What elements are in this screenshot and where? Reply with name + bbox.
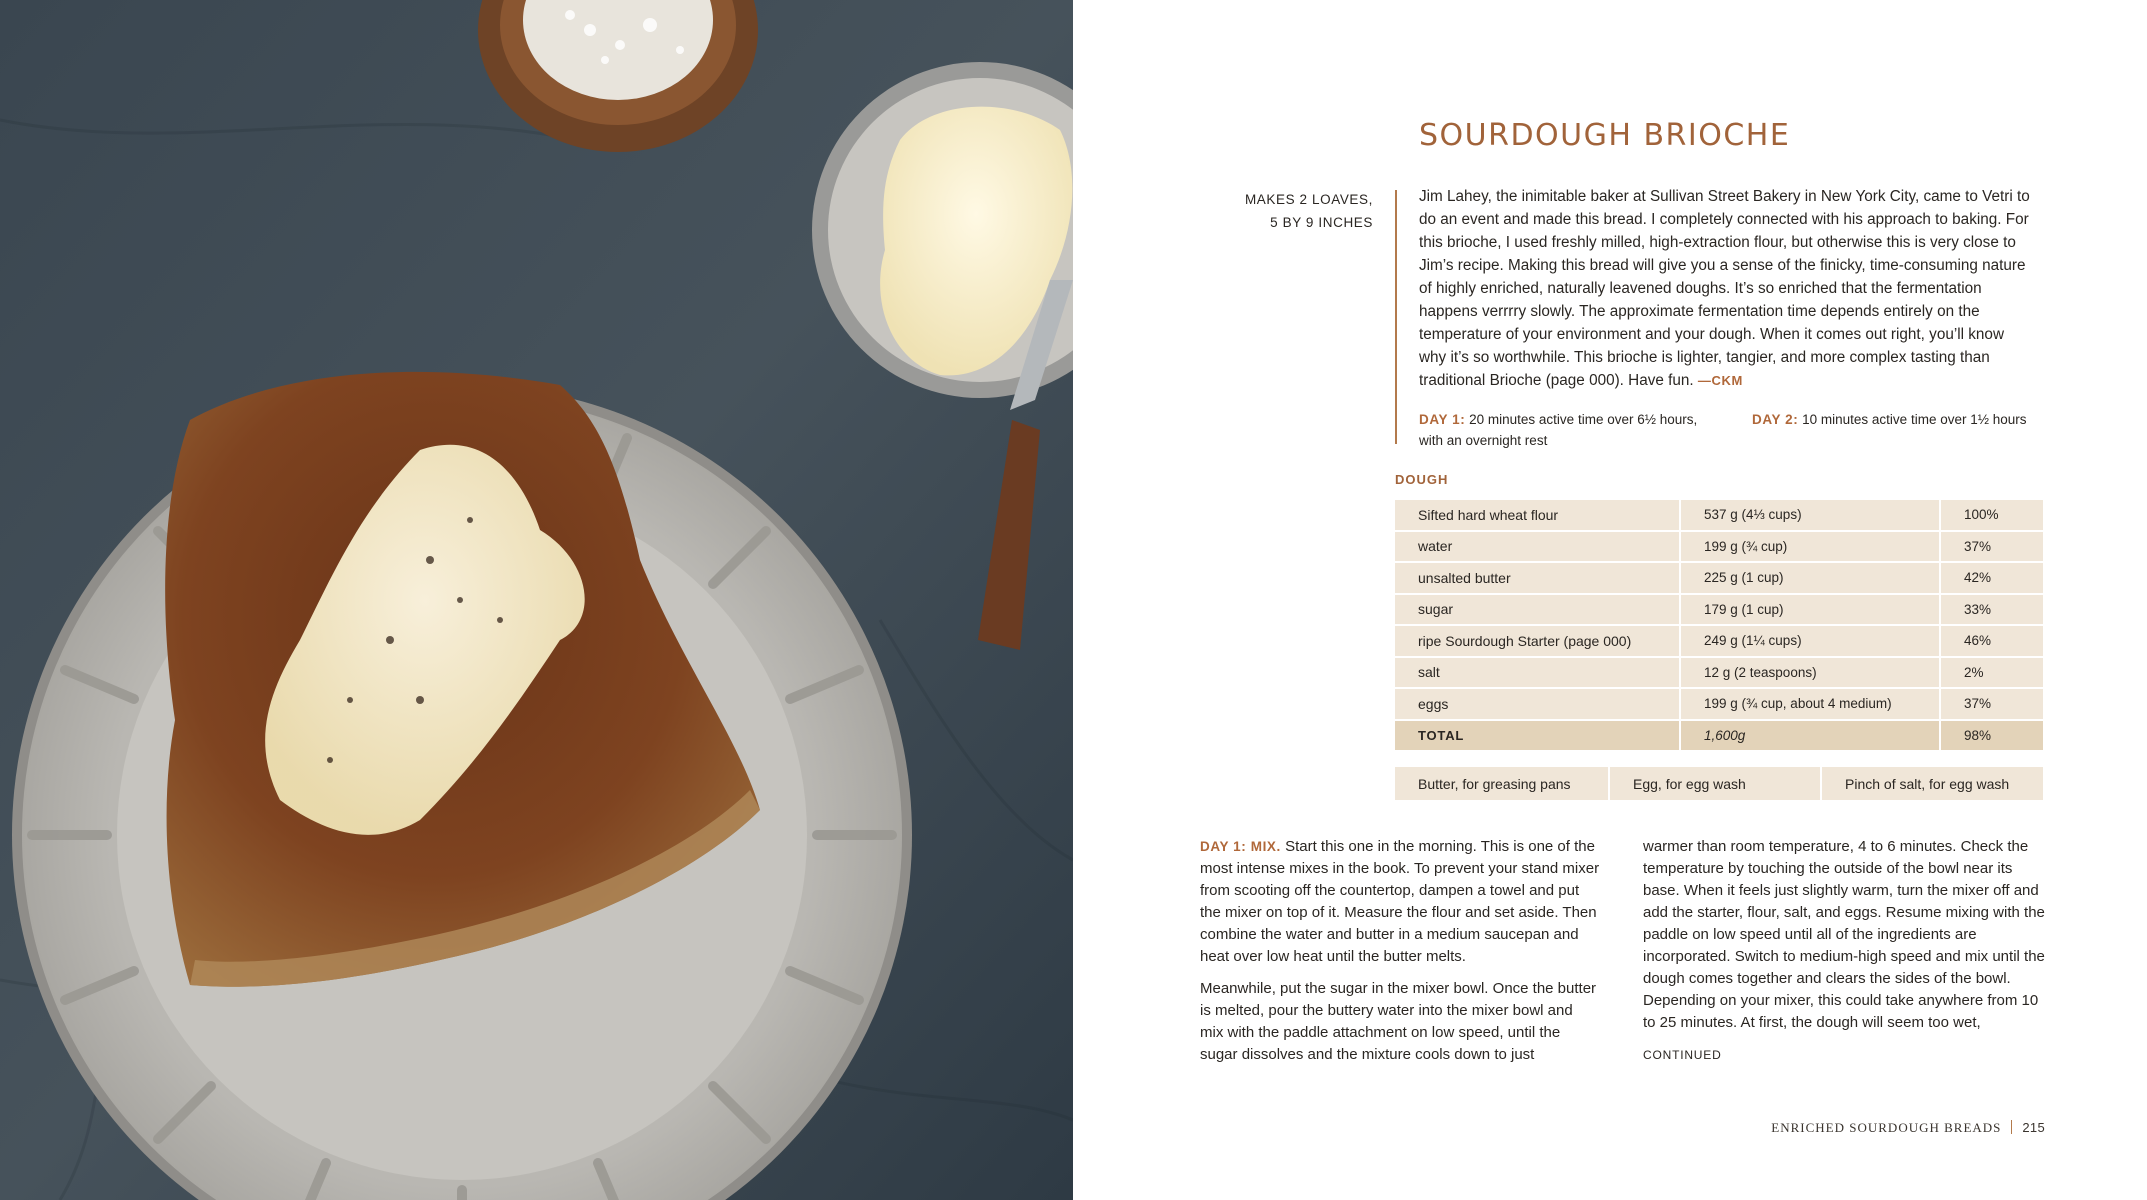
- table-row: [1395, 626, 2043, 658]
- ingredient-amount: 199 g (¾ cup, about 4 medium): [1681, 689, 1941, 721]
- recipe-title: SOURDOUGH BRIOCHE: [1419, 118, 1791, 153]
- ingredient-name: salt: [1395, 658, 1681, 690]
- ingredient-percent: 100%: [1941, 500, 2043, 532]
- method-column-right: [1643, 836, 2048, 1066]
- total-percent: 98%: [1941, 721, 2043, 753]
- intro-initials: —CKM: [1697, 373, 1743, 388]
- running-head: ENRICHED SOURDOUGH BREADS: [1771, 1120, 2002, 1135]
- method-paragraph: Meanwhile, put the sugar in the mixer bowl. Once the butter is melted, pour the buttery water into the mixer bowl and mix with the paddle attachment on low speed, until the sugar dissolves and the mixture cools down to just: [1200, 980, 1597, 1063]
- table-row: [1395, 595, 2043, 627]
- ingredient-percent: 42%: [1941, 563, 2043, 595]
- ingredient-percent: 33%: [1941, 595, 2043, 627]
- ingredients-table: [1395, 500, 2043, 752]
- ingredient-name: sugar: [1395, 595, 1681, 627]
- total-row: [1395, 721, 2043, 753]
- day2-timing: [1752, 409, 2062, 430]
- yield-line-1: MAKES 2 LOAVES,: [1244, 192, 1373, 207]
- continued-label: CONTINUED: [1643, 1048, 1722, 1062]
- method-paragraph: warmer than room temperature, 4 to 6 minutes. Check the temperature by touching the outside of the bowl near its base. When it feels just slightly warm, turn the mixer off and add the starter, flour, salt, and eggs. Resume mixing with the paddle on low speed until all of the ingredients are incorporated. Switch to medium-high speed and mix until the dough comes together and clears the sides of the bowl. Depending on your mixer, this could take anywhere from 10 to 25 minutes. At first, the dough will seem too wet,: [1643, 838, 2045, 1031]
- extra-ingredient: Pinch of salt, for egg wash: [1822, 767, 2043, 800]
- ingredient-name: water: [1395, 532, 1681, 564]
- dough-heading: DOUGH: [1395, 472, 1449, 487]
- ingredient-name: Sifted hard wheat flour: [1395, 500, 1681, 532]
- ingredient-name: ripe Sourdough Starter (page 000): [1395, 626, 1681, 658]
- ingredient-amount: 199 g (¾ cup): [1681, 532, 1941, 564]
- day2-label: DAY 2:: [1752, 412, 1799, 427]
- table-row: [1395, 532, 2043, 564]
- day1-timing: [1419, 409, 1719, 451]
- recipe-intro: [1419, 185, 2034, 392]
- ingredient-percent: 37%: [1941, 689, 2043, 721]
- table-row: [1395, 500, 2043, 532]
- day2-text: 10 minutes active time over 1½ hours: [1802, 412, 2027, 427]
- ingredient-amount: 537 g (4⅓ cups): [1681, 500, 1941, 532]
- ingredient-name: unsalted butter: [1395, 563, 1681, 595]
- intro-text: Jim Lahey, the inimitable baker at Sullivan Street Bakery in New York City, came to Vetri to do an event and made this bread. I completely connected with his approach to baking. For this brioche, I used freshly milled, high-extraction flour, but otherwise this is very close to Jim’s recipe. Making this bread will give you a sense of the finicky, time-consuming nature of highly enriched, naturally leavened doughs. It’s so enriched that the fermentation happens verrrry slowly. The approximate fermentation time depends entirely on the temperature of your environment and your dough. When it comes out right, you’ll know why it’s so worthwhile. This brioche is lighter, tangier, and more complex tasting than traditional Brioche (page 000). Have fun.: [1419, 188, 2030, 389]
- ingredient-amount: 179 g (1 cup): [1681, 595, 1941, 627]
- ingredient-amount: 12 g (2 teaspoons): [1681, 658, 1941, 690]
- extra-ingredient: Egg, for egg wash: [1610, 767, 1822, 800]
- food-photo: [0, 0, 1073, 1200]
- intro-divider: [1395, 190, 1397, 444]
- method-label: DAY 1: MIX.: [1200, 839, 1281, 854]
- extra-ingredient: Butter, for greasing pans: [1395, 767, 1610, 800]
- ingredient-amount: 249 g (1¼ cups): [1681, 626, 1941, 658]
- ingredient-percent: 2%: [1941, 658, 2043, 690]
- ingredient-percent: 46%: [1941, 626, 2043, 658]
- page-number: 215: [2022, 1120, 2045, 1135]
- table-row: [1395, 658, 2043, 690]
- table-row: [1395, 689, 2043, 721]
- ingredient-name: eggs: [1395, 689, 1681, 721]
- ingredient-amount: 225 g (1 cup): [1681, 563, 1941, 595]
- recipe-yield: [1200, 188, 1373, 234]
- method-column-left: [1200, 836, 1600, 1076]
- total-amount: 1,600g: [1681, 721, 1941, 753]
- page-footer: [1770, 1120, 2045, 1136]
- method-paragraph: [1200, 836, 1600, 968]
- footer-divider: [2011, 1120, 2012, 1134]
- extra-ingredients: [1395, 767, 2043, 800]
- day1-text: 20 minutes active time over 6½ hours, with an overnight rest: [1419, 412, 1698, 448]
- method-text: Start this one in the morning. This is one of the most intense mixes in the book. To prevent your stand mixer from scooting off the countertop, dampen a towel and put the mixer on top of it. Measure the flour and set aside. Then combine the water and butter in a medium saucepan and heat over low heat until the butter melts.: [1200, 838, 1600, 965]
- table-row: [1395, 563, 2043, 595]
- yield-line-2: 5 BY 9 INCHES: [1270, 215, 1373, 230]
- total-label: TOTAL: [1395, 721, 1681, 753]
- day1-label: DAY 1:: [1419, 412, 1466, 427]
- ingredient-percent: 37%: [1941, 532, 2043, 564]
